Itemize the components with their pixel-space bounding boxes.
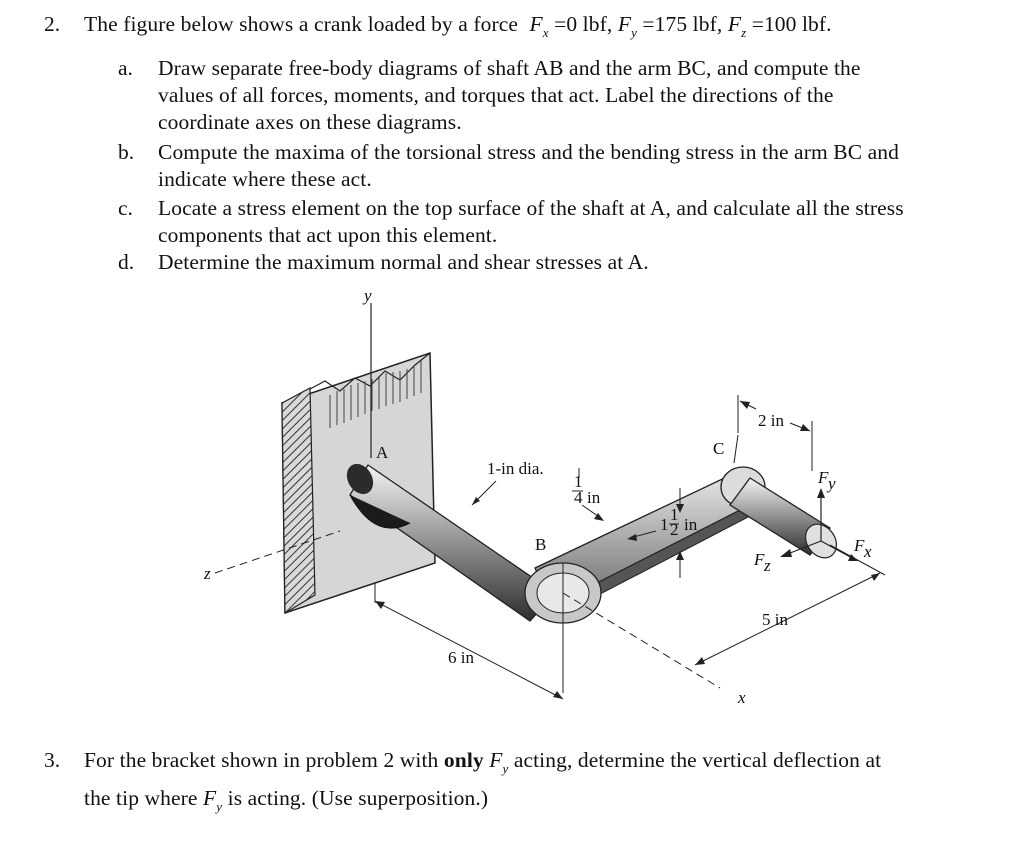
part-b-line-2: indicate where these act. xyxy=(158,167,372,191)
dim-5in xyxy=(695,545,885,665)
fy-value: =175 lbf, xyxy=(642,12,723,36)
problem-2-number: 2. xyxy=(44,12,61,36)
part-d-line-1: Determine the maximum normal and shear stresses at A. xyxy=(158,250,649,274)
problem-3-line-1 xyxy=(84,748,882,776)
problem-3-text-b: acting, determine the vertical deflection at xyxy=(513,748,882,772)
problem-3-only: only xyxy=(443,748,484,772)
problem-2-intro-text: The figure below shows a crank loaded by a force xyxy=(84,12,519,36)
point-c-label: C xyxy=(713,439,725,458)
problem-3-text-d: is acting. (Use superposition.) xyxy=(227,786,489,810)
axis-x-label: x xyxy=(738,688,746,707)
one-half-unit: in xyxy=(684,515,698,534)
fz-symbol: F xyxy=(727,12,742,36)
force-fz-symbol: F xyxy=(754,550,765,569)
fx-value: =0 lbf, xyxy=(554,12,613,36)
problem-3-text-c: the tip where xyxy=(84,786,198,810)
dim-2in-label: 2 in xyxy=(758,411,784,430)
force-fx-subscript: x xyxy=(864,542,872,561)
dim-6in-label: 6 in xyxy=(448,648,474,667)
fz-subscript: z xyxy=(741,25,747,40)
part-a-line-1: Draw separate free-body diagrams of shaft AB and the arm BC, and compute the xyxy=(158,56,861,80)
axis-y-label: y xyxy=(364,286,372,305)
problem-2-intro xyxy=(84,12,832,40)
part-c-line-1: Locate a stress element on the top surface of the shaft at A, and calculate all the stress xyxy=(158,196,904,220)
force-fy-subscript: y xyxy=(828,474,836,493)
part-c-line-2: components that act upon this element. xyxy=(158,223,498,247)
crank-figure xyxy=(190,283,910,718)
quarter-denominator: 4 xyxy=(574,488,583,507)
problem-3-fy2-symbol: F xyxy=(203,786,217,810)
x-axis-line xyxy=(563,593,720,688)
axis-z-label: z xyxy=(204,564,211,583)
part-a-line-3: coordinate axes on these diagrams. xyxy=(158,110,462,134)
part-b-line-1: Compute the maxima of the torsional stress and the bending stress in the arm BC and xyxy=(158,140,899,164)
problem-3-line-2 xyxy=(84,786,489,814)
quarter-numerator: 1 xyxy=(574,472,583,491)
shaft-cd xyxy=(730,478,843,564)
fz-value: =100 lbf. xyxy=(751,12,832,36)
fx-symbol: F xyxy=(529,12,543,36)
problem-3-fy2-subscript: y xyxy=(216,799,223,814)
one-half-whole: 1 xyxy=(660,515,669,534)
force-fz-subscript: z xyxy=(764,556,771,575)
fy-symbol: F xyxy=(617,12,632,36)
dim-5in-label: 5 in xyxy=(762,610,788,629)
part-d-letter: d. xyxy=(118,250,135,274)
dia-label: 1-in dia. xyxy=(487,459,544,478)
part-a-letter: a. xyxy=(118,56,133,80)
arm-bc xyxy=(525,467,765,623)
one-half-denominator: 2 xyxy=(670,520,679,539)
point-a-label: A xyxy=(376,443,389,462)
force-fx-symbol: F xyxy=(854,536,865,555)
dim-2in xyxy=(738,395,812,471)
quarter-in-label xyxy=(572,468,604,521)
fy-subscript: y xyxy=(631,25,637,40)
problem-3-fy-subscript: y xyxy=(502,761,509,776)
force-fy-symbol: F xyxy=(818,468,829,487)
point-b-label: B xyxy=(535,535,547,554)
part-b-letter: b. xyxy=(118,140,135,164)
fx-subscript: x xyxy=(542,25,549,40)
quarter-unit: in xyxy=(587,488,601,507)
problem-3-text-a: For the bracket shown in problem 2 with xyxy=(84,748,439,772)
one-half-numerator: 1 xyxy=(670,505,679,524)
part-c-letter: c. xyxy=(118,196,133,220)
problem-3-fy-symbol: F xyxy=(489,748,503,772)
part-a-line-2: values of all forces, moments, and torques that act. Label the directions of the xyxy=(158,83,834,107)
problem-3-number: 3. xyxy=(44,748,61,772)
